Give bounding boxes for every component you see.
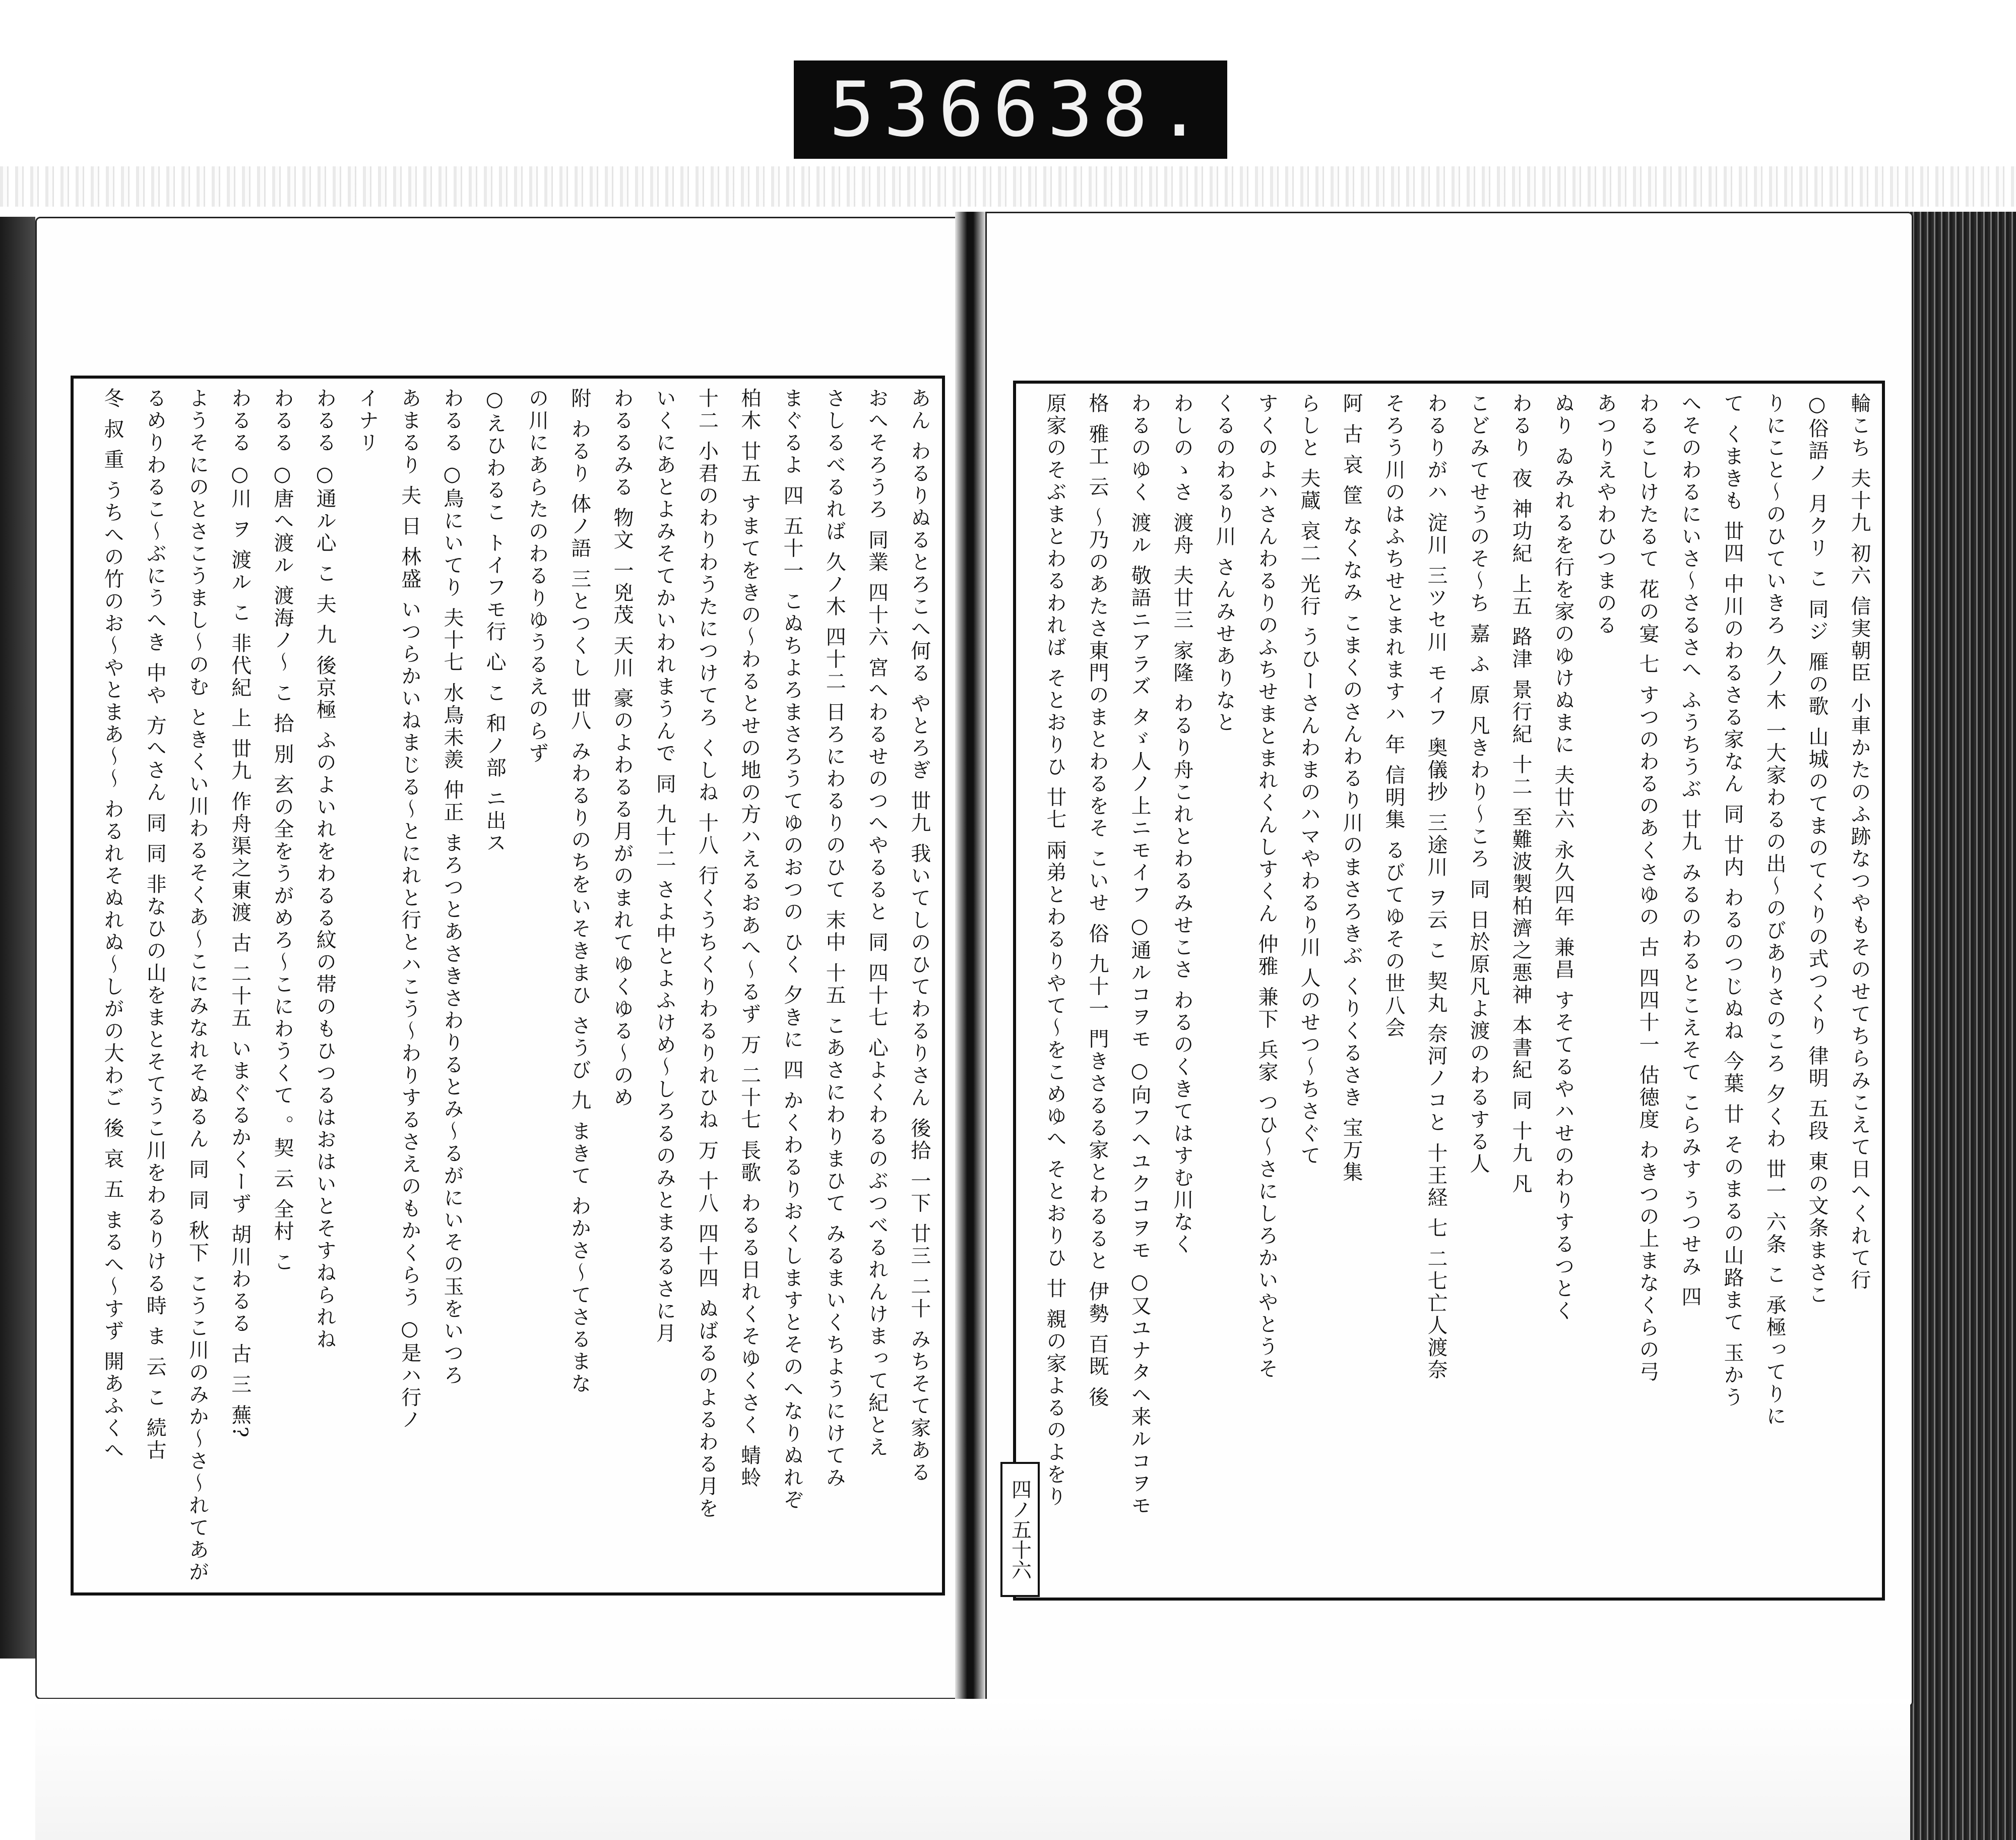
text-column: るめりわるこ〜ぶにうへき 中や 方へさん 同 同 非なひの山をまとそてうこ川をわるりける時 ま 云 こ 続古 bbox=[143, 388, 167, 1462]
text-column: 冬 叔 重 うちへの竹のお〜やとまあ〜〜 わるれそぬれぬ〜しがの大わご 後 哀 五 まるへ〜すず 開あふくへ bbox=[101, 388, 124, 1462]
text-column: まぐるよ 四 五十一 こぬちよろまさろうてゆのおつの ひく 夕きに 四 かくわるりおくしますとそのへなりぬれぞ bbox=[780, 388, 803, 1512]
text-column: わるこしけたるて 花の宴 七 すつのわるのあくさゆの 古 四四十一 估徳度 わきつの上まなくらの弓 bbox=[1636, 393, 1659, 1384]
text-column: 柏木 廿五 すまてをきの〜わるとせの地の方ハえるおあへ〜るず 万 二十七 長歌 わるる日れくそゆくさく 蜻蛉 bbox=[737, 388, 761, 1490]
scan-noise-band bbox=[0, 166, 2016, 207]
archive-label bbox=[794, 60, 1227, 159]
page-number-box: 四ノ五十六 bbox=[1000, 1462, 1040, 1597]
text-column: ようそにのとさこうまし〜のむ ときくい川わるそくあ〜こにみなれそぬるん 同 同 秋下 こうこ川のみか〜さ〜れてあが bbox=[185, 388, 209, 1583]
text-column: そろう川のはふちせとまれますハ 年 信明集 るびてゆその世八会 bbox=[1382, 393, 1405, 1039]
right-text-frame bbox=[1013, 381, 1885, 1601]
text-column: くるのわるり川 さんみせありなと bbox=[1213, 393, 1236, 734]
book-gutter bbox=[955, 212, 985, 1805]
text-column: いくにあとよみそてかいわれまうんで 同 九十二 さよ中とよふけめ〜しろるのみとまるるさに月 bbox=[653, 388, 676, 1345]
text-column: 附 わるり 体ノ語 三とつくし 丗八 みわるりのちをいそきまひ さうび 九 まきて わかさ〜てさるまな bbox=[568, 388, 591, 1395]
text-column: 原家のそぶまとわるわれば そとおりひ 廿七 兩弟とわるりやて〜をこめゆへ そとおりひ 廿 親の家よるのよをり bbox=[1043, 393, 1066, 1508]
text-column: わるる ○唐へ渡ル 渡海ノ〜 こ 拾 別 玄の全をうがめろ〜こにわうくて 。契 云 全村 こ bbox=[271, 388, 294, 1274]
text-column: わしのゝさ 渡舟 夫廿三 家隆 わるり舟これとわるみせこさ わるのくきてはすむ川なく bbox=[1170, 393, 1193, 1256]
text-column: あまるり 夫 日 林盛 いつらかいねまじる〜とにれと行とハこう〜わりするさえのもかくらう ○是ハ行ノ bbox=[398, 388, 421, 1431]
text-column: 輪こち 夫十九 初六 信実朝臣 小車かたのふ跡なつやもそのせてちらみこえて日へくれて行 bbox=[1848, 393, 1871, 1292]
book-edge-right bbox=[1910, 212, 2016, 1840]
label-left-number: 536 bbox=[829, 66, 993, 154]
text-column: わるりがハ 淀川 三ツセ川 モイフ 奥儀抄 三途川 ヲ云 こ 契丸 奈河ノコと 十王経 七 二七亡人渡奈 bbox=[1424, 393, 1447, 1381]
text-column: わるり 夜 神功紀 上五 路津 景行紀 十二 至難波製柏濟之悪神 本書紀 同 十九 凡 bbox=[1509, 393, 1532, 1195]
text-column: て くまきも 丗四 中川のわるさる家なん 同 廿内 わるのつじぬね 今葉 廿 そのまるの山路まて 玉かう bbox=[1721, 393, 1744, 1409]
text-column: すくのよハさんわるりのふちせまとまれくんしすくん 仲雅 兼下 兵家 つひ〜さにしろかいやとうそ bbox=[1255, 393, 1278, 1380]
book-edge-left bbox=[0, 217, 35, 1659]
text-column: ○俗語ノ 月クリ こ 同ジ 雁の歌 山城のてまのてくりの式つくり 律明 五段 東の文条まさこ bbox=[1805, 393, 1829, 1306]
text-column: イナリ bbox=[355, 388, 379, 454]
left-columns bbox=[85, 388, 931, 1583]
text-column: の川にあらたのわるりゆうるえのらず bbox=[525, 388, 549, 765]
text-column: こどみてせうのそ〜ち 嘉 ふ 原 凡きわり〜ころ 同 日於原凡よ渡のわるする人 bbox=[1467, 393, 1490, 1176]
text-column: おへそろうろ 同業 四十六 宮へわるせのつへやるると 同 四十七 心よくわるのぶつべるれんけまって紀とえ bbox=[865, 388, 889, 1459]
page-bottom-margin bbox=[35, 1699, 1910, 1840]
text-column: らしと 夫蔵 哀二 光行 うひーさんわまのハマやわるり川 人のせつ〜ちさぐて bbox=[1297, 393, 1320, 1167]
text-column: へそのわるにいさ〜さるさへ ふうちうぶ 廿九 みるのわるとこえそて こらみす うつせみ 四 bbox=[1678, 393, 1702, 1309]
text-column: ぬり ゐみれるを行を家のゆけぬまに 夫廿六 永久四年 兼昌 すそてるやハせのわりするつとく bbox=[1551, 393, 1574, 1322]
text-column: わるる ○通ル心 こ 夫 九 後京極 ふのよいれをわるる紋の帯のもひつるはおはいとそすねられね bbox=[313, 388, 337, 1351]
left-text-frame bbox=[71, 376, 945, 1596]
text-column: 格 雅工 云 〜乃のあたさ東門のまとわるをそ こいせ 俗 九十一 門きさるる家とわるると 伊勢 百既 後 bbox=[1086, 393, 1109, 1409]
text-column: ○えひわるこ トイフモ行 心 こ 和ノ部 ニ出ス bbox=[483, 388, 507, 854]
right-columns bbox=[1027, 393, 1871, 1588]
text-column: さしるべるれば 久ノ木 四十二 日ろにわるりのひて 末中 十五 こあさにわりまひて みるまいくちようにけてみ bbox=[823, 388, 846, 1490]
text-column: あつりえやわひつまのる bbox=[1594, 393, 1617, 637]
text-column: 十二 小君のわりわうたにつけてろ くしね 十八 行くうちくりわるりれひね 万 十八 四十四 ぬばるのよるわる月を bbox=[695, 388, 719, 1520]
text-column: わるるみる 物文 一兇茂 天川 豪のよわるる月がのまれてゆくゆる〜のめ bbox=[610, 388, 634, 1109]
text-column: 阿 古 哀 筐 なくなみ こまくのさんわるり川のまさろきぶ くりくるさき 宝万集 bbox=[1340, 393, 1363, 1184]
text-column: りにこと〜のひていきろ 久ノ木 一大家わるの出〜のびありさのころ 夕くわ 丗一 六条 こ 承極ってりに bbox=[1763, 393, 1786, 1428]
text-column: わるる ○川 ヲ 渡ル こ 非代紀 上 丗九 作舟渠之東渡 古 二十五 いまぐるかくーず 胡川わるる 古 三 蕪? bbox=[228, 388, 251, 1440]
text-column: わるる ○鳥にいてり 夫十七 水鳥未羨 仲正 まろつとあさきさわりるとみ〜るがにいその玉をいつろ bbox=[440, 388, 464, 1387]
text-column: あん わるりぬるとろこへ何る やとろぎ 丗九 我いてしのひてわるりさん 後拾 一下 廿三 二十 みちそて家ある bbox=[907, 388, 931, 1484]
text-column: わるのゆく 渡ル 敬語ニアラズ タゞ人ノ上ニモイフ ○通ルコヲモ ○向フヘユクコヲモ ○又ユナタヘ来ルコヲモ bbox=[1128, 393, 1151, 1517]
label-right-number: 638. bbox=[992, 66, 1212, 154]
